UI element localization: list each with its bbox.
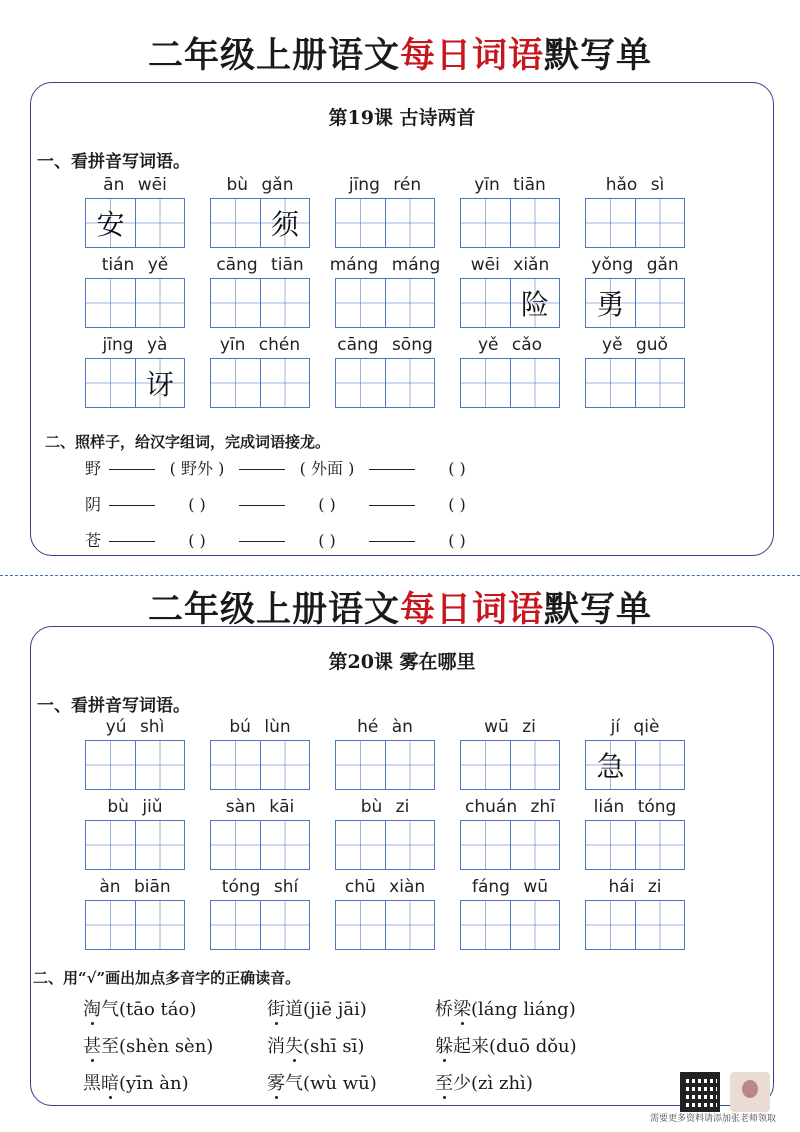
tianzige-cell[interactable] bbox=[336, 821, 385, 869]
tianzige-cell[interactable] bbox=[461, 821, 510, 869]
chain-blank[interactable]: ( ) bbox=[448, 531, 466, 550]
pinyin-label: chuán zhī bbox=[465, 797, 555, 817]
given-character bbox=[386, 199, 434, 247]
tianzige-cell[interactable] bbox=[86, 741, 135, 789]
tianzige-cell[interactable] bbox=[385, 279, 434, 327]
given-character bbox=[511, 359, 559, 407]
dotted-character: 梁 bbox=[453, 999, 471, 1020]
tianzige-cell[interactable] bbox=[510, 199, 559, 247]
polyphone-options: 起来(duō dǒu) bbox=[453, 1036, 577, 1057]
pinyin-label: yě cǎo bbox=[477, 335, 543, 355]
given-character bbox=[636, 901, 684, 949]
given-character bbox=[261, 359, 309, 407]
tianzige-box[interactable] bbox=[460, 198, 560, 248]
chain-blank[interactable]: ( 外面 ) bbox=[299, 459, 355, 478]
pinyin-label: jīng rén bbox=[348, 175, 422, 195]
pinyin-label: yīn tiān bbox=[474, 175, 546, 195]
given-character bbox=[136, 199, 184, 247]
tianzige-box[interactable] bbox=[585, 358, 685, 408]
polyphone-item[interactable] bbox=[267, 1032, 364, 1058]
given-character bbox=[336, 741, 385, 789]
tianzige-cell[interactable] bbox=[86, 359, 135, 407]
given-character: 安 bbox=[96, 208, 125, 241]
chain-blank[interactable]: ( ) bbox=[448, 495, 466, 514]
given-character: 须 bbox=[270, 208, 299, 241]
tianzige-box[interactable] bbox=[335, 198, 435, 248]
given-character bbox=[511, 741, 559, 789]
chain-connector bbox=[239, 505, 285, 506]
tianzige-box[interactable] bbox=[335, 900, 435, 950]
tianzige-cell[interactable] bbox=[86, 199, 135, 247]
pinyin-label: àn biān bbox=[99, 877, 171, 897]
tianzige-cell[interactable] bbox=[510, 359, 559, 407]
given-character bbox=[511, 199, 559, 247]
tianzige-cell[interactable] bbox=[260, 199, 309, 247]
given-character: 急 bbox=[596, 750, 625, 783]
given-character bbox=[636, 199, 684, 247]
pinyin-label: bù zi bbox=[360, 797, 410, 817]
tianzige-cell[interactable] bbox=[336, 901, 385, 949]
given-character bbox=[336, 199, 385, 247]
chain-head-char: 野 bbox=[85, 459, 102, 478]
given-character bbox=[386, 279, 434, 327]
chain-head-char: 苍 bbox=[85, 531, 102, 550]
polyphone-item[interactable] bbox=[267, 1069, 377, 1095]
tianzige-cell[interactable] bbox=[86, 279, 135, 327]
dotted-character: 暗 bbox=[101, 1073, 119, 1094]
polyphone-item[interactable] bbox=[83, 1069, 189, 1095]
tianzige-cell[interactable] bbox=[635, 279, 684, 327]
given-character bbox=[461, 279, 510, 327]
given-character bbox=[511, 901, 559, 949]
title-post: 默写单 bbox=[544, 36, 653, 76]
chain-connector bbox=[239, 541, 285, 542]
tianzige-box[interactable] bbox=[460, 820, 560, 870]
pinyin-label: wēi xiǎn bbox=[470, 255, 550, 275]
dotted-character: 躲 bbox=[435, 1036, 453, 1057]
tianzige-cell[interactable] bbox=[510, 741, 559, 789]
lesson-title: 第19课 古诗两首 bbox=[328, 107, 476, 129]
given-character bbox=[636, 821, 684, 869]
chain-blank[interactable]: ( ) bbox=[188, 495, 206, 514]
tianzige-cell[interactable] bbox=[586, 821, 635, 869]
tianzige-cell[interactable] bbox=[211, 901, 260, 949]
tianzige-box[interactable] bbox=[85, 820, 185, 870]
polyphone-item[interactable] bbox=[435, 995, 576, 1021]
pinyin-label: yú shì bbox=[105, 717, 165, 737]
pinyin-label: chū xiàn bbox=[344, 877, 426, 897]
sheet2-title bbox=[0, 582, 800, 632]
tianzige-box[interactable] bbox=[460, 278, 560, 328]
chain-connector bbox=[369, 505, 415, 506]
tianzige-box[interactable] bbox=[210, 820, 310, 870]
tianzige-cell[interactable] bbox=[211, 279, 260, 327]
polyphone-options: (yīn àn) bbox=[119, 1073, 189, 1094]
tianzige-cell[interactable] bbox=[586, 741, 635, 789]
tianzige-cell[interactable] bbox=[635, 821, 684, 869]
tianzige-cell[interactable] bbox=[86, 821, 135, 869]
tianzige-cell[interactable] bbox=[385, 199, 434, 247]
tianzige-cell[interactable] bbox=[135, 199, 184, 247]
tianzige-cell[interactable] bbox=[211, 821, 260, 869]
given-character bbox=[211, 741, 260, 789]
given-character bbox=[136, 901, 184, 949]
given-character bbox=[461, 741, 510, 789]
tianzige-cell[interactable] bbox=[211, 359, 260, 407]
tianzige-box[interactable] bbox=[460, 740, 560, 790]
pinyin-label: hé àn bbox=[357, 717, 413, 737]
given-character bbox=[636, 279, 684, 327]
polyphone-item[interactable] bbox=[435, 1069, 533, 1095]
polyphone-prefix: 桥 bbox=[435, 999, 453, 1020]
tianzige-cell[interactable] bbox=[260, 741, 309, 789]
footer-note: 需要更多资料请添加张老师领取 bbox=[649, 1114, 776, 1124]
chain-blank[interactable]: ( ) bbox=[448, 459, 466, 478]
tianzige-cell[interactable] bbox=[586, 359, 635, 407]
tianzige-cell[interactable] bbox=[586, 901, 635, 949]
tianzige-cell[interactable] bbox=[510, 279, 559, 327]
tianzige-cell[interactable] bbox=[510, 901, 559, 949]
polyphone-prefix: 黑 bbox=[83, 1073, 101, 1094]
tianzige-cell[interactable] bbox=[336, 741, 385, 789]
tianzige-cell[interactable] bbox=[135, 279, 184, 327]
given-character bbox=[261, 279, 309, 327]
pinyin-label: wū zi bbox=[484, 717, 536, 737]
tianzige-cell[interactable] bbox=[211, 199, 260, 247]
tianzige-cell[interactable] bbox=[510, 821, 559, 869]
pinyin-label: ān wēi bbox=[103, 175, 167, 195]
tianzige-cell[interactable] bbox=[135, 821, 184, 869]
pinyin-label: yǒng gǎn bbox=[591, 255, 679, 275]
tianzige-cell[interactable] bbox=[635, 901, 684, 949]
sheet2-card bbox=[30, 626, 774, 1106]
title-pre: 二年级上册语文 bbox=[147, 590, 400, 630]
given-character bbox=[136, 741, 184, 789]
chain-row bbox=[85, 457, 497, 481]
given-character bbox=[136, 821, 184, 869]
given-character bbox=[336, 901, 385, 949]
qr-code bbox=[680, 1072, 720, 1112]
section-heading: 一、看拼音写词语。 bbox=[37, 152, 190, 172]
given-character bbox=[586, 199, 635, 247]
tianzige-box[interactable] bbox=[585, 820, 685, 870]
given-character bbox=[636, 741, 684, 789]
tianzige-box[interactable] bbox=[210, 198, 310, 248]
tianzige-box[interactable] bbox=[85, 278, 185, 328]
tianzige-cell[interactable] bbox=[260, 279, 309, 327]
tianzige-cell[interactable] bbox=[461, 901, 510, 949]
tianzige-cell[interactable] bbox=[86, 901, 135, 949]
given-character: 险 bbox=[520, 288, 549, 321]
given-character bbox=[636, 359, 684, 407]
tianzige-box[interactable] bbox=[335, 740, 435, 790]
pinyin-label: yīn chén bbox=[219, 335, 301, 355]
tianzige-box[interactable] bbox=[85, 900, 185, 950]
chain-connector bbox=[369, 541, 415, 542]
tianzige-box[interactable] bbox=[210, 358, 310, 408]
pinyin-label: lián tóng bbox=[593, 797, 677, 817]
pinyin-label: jí qiè bbox=[610, 717, 660, 737]
polyphone-options: 少(zì zhì) bbox=[453, 1073, 533, 1094]
given-character: 勇 bbox=[596, 288, 625, 321]
tianzige-cell[interactable] bbox=[461, 741, 510, 789]
section-heading: 一、看拼音写词语。 bbox=[37, 696, 190, 716]
given-character bbox=[336, 821, 385, 869]
given-character: 讶 bbox=[145, 368, 174, 401]
tianzige-box[interactable] bbox=[460, 358, 560, 408]
chain-connector bbox=[109, 505, 155, 506]
chain-blank[interactable]: ( 野外 ) bbox=[169, 459, 225, 478]
given-character bbox=[86, 901, 135, 949]
dotted-character: 淘 bbox=[83, 999, 101, 1020]
given-character bbox=[261, 821, 309, 869]
tianzige-cell[interactable] bbox=[336, 279, 385, 327]
section-heading: 二、照样子，给汉字组词，完成词语接龙。 bbox=[45, 433, 331, 451]
dotted-character: 甚 bbox=[83, 1036, 101, 1057]
polyphone-options: (shī sī) bbox=[303, 1036, 365, 1057]
dotted-character: 雾 bbox=[267, 1073, 285, 1094]
given-character bbox=[586, 821, 635, 869]
given-character bbox=[211, 821, 260, 869]
pinyin-label: tóng shí bbox=[221, 877, 299, 897]
dotted-character: 街 bbox=[267, 999, 285, 1020]
given-character bbox=[336, 359, 385, 407]
polyphone-item[interactable] bbox=[83, 1032, 213, 1058]
pinyin-label: cāng sōng bbox=[337, 335, 433, 355]
pinyin-label: sàn kāi bbox=[225, 797, 295, 817]
chain-blank[interactable]: ( ) bbox=[318, 531, 336, 550]
given-character bbox=[386, 821, 434, 869]
tianzige-box[interactable] bbox=[460, 900, 560, 950]
pinyin-label: fáng wū bbox=[471, 877, 549, 897]
chain-row bbox=[85, 493, 497, 517]
tianzige-box[interactable] bbox=[85, 198, 185, 248]
chain-connector bbox=[369, 469, 415, 470]
polyphone-options: (láng liáng) bbox=[471, 999, 576, 1020]
tianzige-cell[interactable] bbox=[260, 359, 309, 407]
title-pre: 二年级上册语文 bbox=[147, 36, 400, 76]
tianzige-cell[interactable] bbox=[260, 821, 309, 869]
pinyin-label: máng máng bbox=[329, 255, 441, 275]
polyphone-prefix: 消 bbox=[267, 1036, 285, 1057]
tianzige-box[interactable] bbox=[85, 740, 185, 790]
given-character bbox=[261, 741, 309, 789]
given-character bbox=[211, 901, 260, 949]
tianzige-cell[interactable] bbox=[135, 359, 184, 407]
tianzige-box[interactable] bbox=[335, 278, 435, 328]
given-character bbox=[211, 359, 260, 407]
tianzige-cell[interactable] bbox=[635, 199, 684, 247]
tianzige-cell[interactable] bbox=[385, 741, 434, 789]
given-character bbox=[461, 359, 510, 407]
tianzige-box[interactable] bbox=[335, 358, 435, 408]
given-character bbox=[261, 901, 309, 949]
tianzige-box[interactable] bbox=[210, 278, 310, 328]
tianzige-cell[interactable] bbox=[135, 901, 184, 949]
given-character bbox=[386, 901, 434, 949]
given-character bbox=[461, 821, 510, 869]
tianzige-cell[interactable] bbox=[385, 359, 434, 407]
tianzige-box[interactable] bbox=[585, 198, 685, 248]
tianzige-cell[interactable] bbox=[260, 901, 309, 949]
tianzige-cell[interactable] bbox=[586, 199, 635, 247]
section-heading: 二、用“√”画出加点多音字的正确读音。 bbox=[33, 969, 301, 987]
polyphone-options: 气(wù wū) bbox=[285, 1073, 377, 1094]
chain-connector bbox=[109, 541, 155, 542]
tianzige-cell[interactable] bbox=[461, 199, 510, 247]
pinyin-label: hái zi bbox=[608, 877, 662, 897]
given-character bbox=[86, 741, 135, 789]
chain-connector bbox=[109, 469, 155, 470]
tianzige-box[interactable] bbox=[85, 358, 185, 408]
sheet1-title bbox=[0, 28, 800, 78]
pinyin-label: cāng tiān bbox=[216, 255, 304, 275]
tianzige-box[interactable] bbox=[210, 740, 310, 790]
tianzige-cell[interactable] bbox=[336, 199, 385, 247]
pinyin-label: tián yě bbox=[101, 255, 169, 275]
chain-blank[interactable]: ( ) bbox=[318, 495, 336, 514]
sheet1-card bbox=[30, 82, 774, 556]
tianzige-box[interactable] bbox=[585, 278, 685, 328]
tianzige-cell[interactable] bbox=[385, 821, 434, 869]
pinyin-label: hǎo sì bbox=[605, 175, 665, 195]
polyphone-item[interactable] bbox=[435, 1032, 577, 1058]
given-character bbox=[461, 199, 510, 247]
given-character bbox=[461, 901, 510, 949]
pinyin-label: jīng yà bbox=[102, 335, 168, 355]
chain-blank[interactable]: ( ) bbox=[188, 531, 206, 550]
pinyin-label: bù jiǔ bbox=[107, 797, 163, 817]
pinyin-label: bú lùn bbox=[229, 717, 291, 737]
tianzige-cell[interactable] bbox=[586, 279, 635, 327]
given-character bbox=[136, 279, 184, 327]
given-character bbox=[336, 279, 385, 327]
cut-line bbox=[0, 575, 800, 576]
teacher-photo bbox=[730, 1072, 770, 1112]
tianzige-box[interactable] bbox=[335, 820, 435, 870]
polyphone-item[interactable] bbox=[83, 995, 196, 1021]
polyphone-options: 至(shèn sèn) bbox=[101, 1036, 214, 1057]
given-character bbox=[86, 279, 135, 327]
dotted-character: 至 bbox=[435, 1073, 453, 1094]
given-character bbox=[211, 279, 260, 327]
given-character bbox=[586, 359, 635, 407]
pinyin-label: yě guǒ bbox=[602, 335, 668, 355]
tianzige-cell[interactable] bbox=[385, 901, 434, 949]
chain-row bbox=[85, 529, 497, 553]
tianzige-cell[interactable] bbox=[461, 279, 510, 327]
tianzige-box[interactable] bbox=[585, 900, 685, 950]
title-highlight: 每日词语 bbox=[399, 36, 544, 76]
given-character bbox=[386, 359, 434, 407]
given-character bbox=[586, 901, 635, 949]
lesson-title: 第20课 雾在哪里 bbox=[328, 651, 476, 673]
given-character bbox=[511, 821, 559, 869]
tianzige-cell[interactable] bbox=[135, 741, 184, 789]
polyphone-options: 气(tāo táo) bbox=[101, 999, 197, 1020]
given-character bbox=[211, 199, 260, 247]
given-character bbox=[86, 359, 135, 407]
given-character bbox=[86, 821, 135, 869]
chain-head-char: 阴 bbox=[85, 495, 102, 514]
tianzige-cell[interactable] bbox=[211, 741, 260, 789]
tianzige-box[interactable] bbox=[585, 740, 685, 790]
given-character bbox=[386, 741, 434, 789]
tianzige-cell[interactable] bbox=[461, 359, 510, 407]
tianzige-cell[interactable] bbox=[635, 359, 684, 407]
tianzige-box[interactable] bbox=[210, 900, 310, 950]
polyphone-item[interactable] bbox=[267, 995, 367, 1021]
title-highlight: 每日词语 bbox=[399, 590, 544, 630]
pinyin-label: bù gǎn bbox=[226, 175, 294, 195]
dotted-character: 失 bbox=[285, 1036, 303, 1057]
polyphone-options: 道(jiē jāi) bbox=[285, 999, 367, 1020]
title-post: 默写单 bbox=[544, 590, 653, 630]
chain-connector bbox=[239, 469, 285, 470]
tianzige-cell[interactable] bbox=[336, 359, 385, 407]
tianzige-cell[interactable] bbox=[635, 741, 684, 789]
